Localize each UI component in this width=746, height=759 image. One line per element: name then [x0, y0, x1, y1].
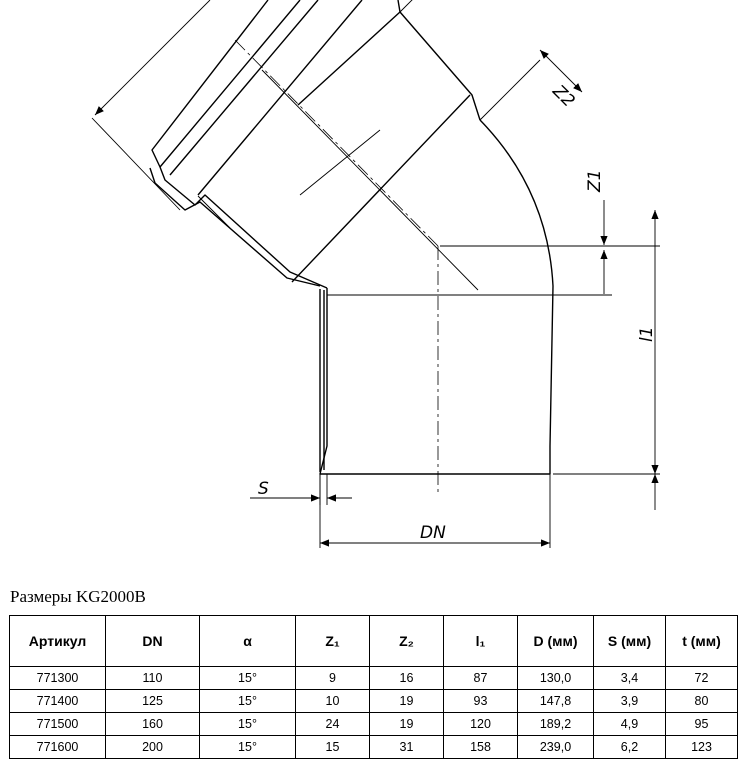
cell-d: 189,2 — [518, 713, 594, 736]
cell-d: 130,0 — [518, 667, 594, 690]
socket-section-lines — [198, 70, 478, 290]
l1-label: l1 — [637, 326, 657, 342]
cell-l1: 120 — [444, 713, 518, 736]
header-l1: l₁ — [444, 616, 518, 667]
socket-inner — [150, 168, 320, 286]
cell-z2: 19 — [370, 713, 444, 736]
cell-alpha: 15° — [200, 713, 296, 736]
cell-l1: 93 — [444, 690, 518, 713]
cell-l1: 158 — [444, 736, 518, 759]
cell-l1: 87 — [444, 667, 518, 690]
cell-t: 95 — [666, 713, 738, 736]
cell-z1: 10 — [296, 690, 370, 713]
header-z2: Z₂ — [370, 616, 444, 667]
dn-label: DN — [420, 523, 446, 543]
header-alpha: α — [200, 616, 296, 667]
cell-alpha: 15° — [200, 667, 296, 690]
table-row — [10, 713, 738, 736]
cell-z2: 19 — [370, 690, 444, 713]
header-z1: Z₁ — [296, 616, 370, 667]
cell-article: 771400 — [10, 690, 106, 713]
table-caption: Размеры KG2000B — [10, 587, 146, 606]
cell-t: 72 — [666, 667, 738, 690]
table-row — [10, 736, 738, 759]
z2-label: Z2 — [548, 81, 579, 112]
header-d: D (мм) — [518, 616, 594, 667]
cell-alpha: 15° — [200, 690, 296, 713]
cell-z1: 15 — [296, 736, 370, 759]
header-s: S (мм) — [594, 616, 666, 667]
cell-article: 771600 — [10, 736, 106, 759]
cell-s: 3,9 — [594, 690, 666, 713]
cell-t: 123 — [666, 736, 738, 759]
cell-dn: 200 — [106, 736, 200, 759]
cell-dn: 160 — [106, 713, 200, 736]
z2-extension — [400, 0, 540, 120]
z1-label: Z1 — [585, 169, 605, 192]
pipe-lower-section — [320, 286, 553, 474]
cell-z2: 16 — [370, 667, 444, 690]
cell-dn: 110 — [106, 667, 200, 690]
cell-article: 771300 — [10, 667, 106, 690]
cell-s: 6,2 — [594, 736, 666, 759]
table-header-row — [10, 616, 738, 667]
s-label: S — [258, 479, 269, 499]
cell-z2: 31 — [370, 736, 444, 759]
z1-extension — [327, 246, 660, 295]
pipe-bend-outer — [480, 120, 553, 286]
cell-s: 4,9 — [594, 713, 666, 736]
cell-d: 147,8 — [518, 690, 594, 713]
header-t: t (мм) — [666, 616, 738, 667]
dimensions-table — [9, 615, 738, 759]
cell-dn: 125 — [106, 690, 200, 713]
cell-z1: 9 — [296, 667, 370, 690]
table-row — [10, 690, 738, 713]
cell-s: 3,4 — [594, 667, 666, 690]
axis-tilted — [235, 40, 438, 246]
socket-outline — [398, 0, 480, 120]
pipe-inner-wall — [320, 289, 324, 472]
s-extension — [320, 474, 327, 505]
cell-d: 239,0 — [518, 736, 594, 759]
header-dn: DN — [106, 616, 200, 667]
table-row — [10, 667, 738, 690]
cell-z1: 24 — [296, 713, 370, 736]
socket-seal — [160, 0, 362, 195]
cell-article: 771500 — [10, 713, 106, 736]
cell-alpha: 15° — [200, 736, 296, 759]
socket-body — [152, 0, 327, 288]
header-article: Артикул — [10, 616, 106, 667]
cell-t: 80 — [666, 690, 738, 713]
